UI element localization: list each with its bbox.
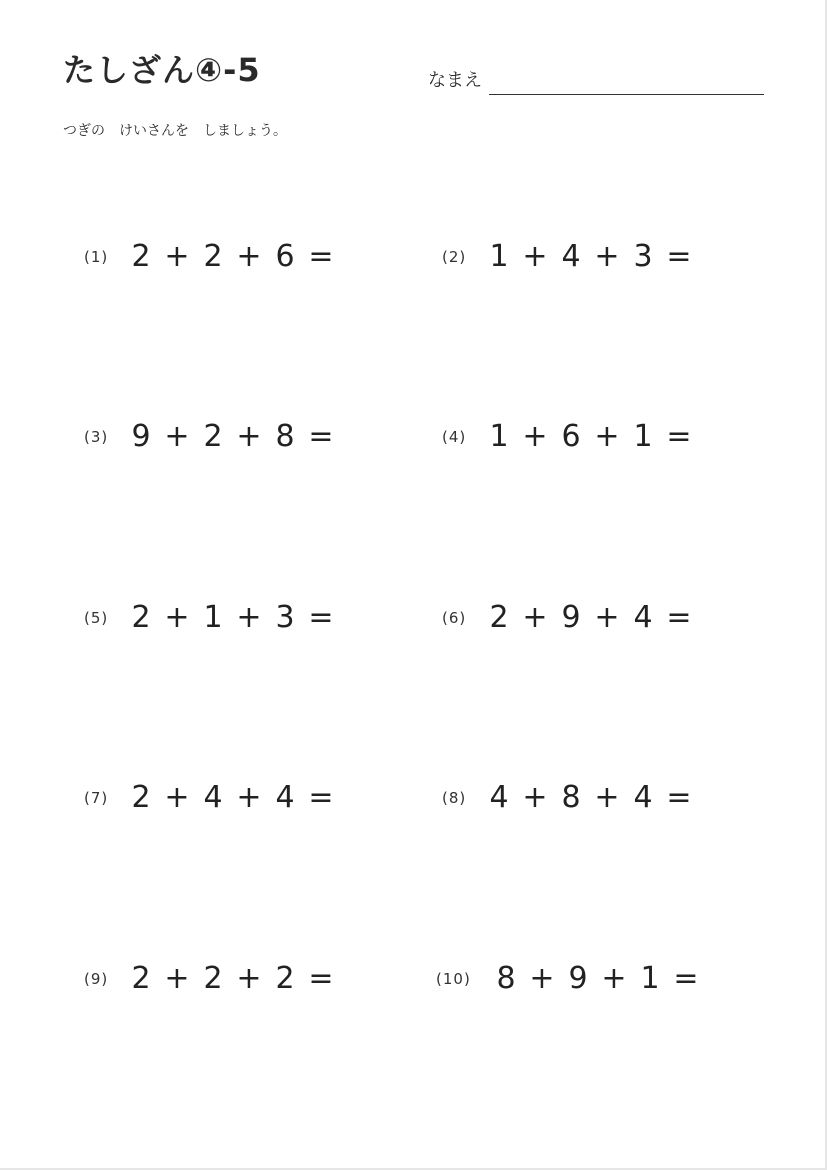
plus-sign: + [164, 419, 190, 454]
problem-2 [442, 237, 762, 277]
operand-a: 2 [489, 600, 509, 635]
plus-sign: + [236, 780, 262, 815]
problem-number: (5) [84, 609, 109, 627]
plus-sign: + [164, 780, 190, 815]
operand-c: 4 [633, 600, 653, 635]
operand-a: 9 [131, 419, 151, 454]
problem-9 [84, 959, 404, 999]
plus-sign: + [236, 600, 262, 635]
operand-c: 6 [275, 239, 295, 274]
plus-sign: + [529, 961, 555, 996]
plus-sign: + [594, 600, 620, 635]
operand-c: 8 [275, 419, 295, 454]
plus-sign: + [236, 419, 262, 454]
operand-c: 1 [640, 961, 660, 996]
problem-5 [84, 598, 404, 638]
plus-sign: + [522, 239, 548, 274]
worksheet-title: たしざん④-5 [63, 51, 261, 89]
instructions-text: つぎの けいさんを しましょう。 [63, 123, 287, 139]
problem-8 [442, 778, 762, 818]
plus-sign: + [164, 239, 190, 274]
plus-sign: + [594, 780, 620, 815]
name-write-line[interactable] [489, 94, 764, 95]
plus-sign: + [522, 419, 548, 454]
plus-sign: + [601, 961, 627, 996]
operand-b: 1 [203, 600, 223, 635]
problem-number: (6) [442, 609, 467, 627]
equals-sign: = [666, 780, 692, 815]
operand-c: 4 [275, 780, 295, 815]
operand-c: 3 [275, 600, 295, 635]
operand-b: 9 [561, 600, 581, 635]
operand-b: 2 [203, 961, 223, 996]
operand-b: 4 [203, 780, 223, 815]
equals-sign: = [673, 961, 699, 996]
problem-number: (7) [84, 789, 109, 807]
problem-4 [442, 417, 762, 457]
problem-3 [84, 417, 404, 457]
operand-a: 2 [131, 239, 151, 274]
operand-a: 2 [131, 780, 151, 815]
equals-sign: = [308, 961, 334, 996]
problem-number: (1) [84, 248, 109, 266]
equals-sign: = [666, 600, 692, 635]
operand-b: 2 [203, 239, 223, 274]
equals-sign: = [308, 419, 334, 454]
equals-sign: = [308, 239, 334, 274]
operand-b: 9 [568, 961, 588, 996]
problem-1 [84, 237, 404, 277]
problem-10 [436, 959, 756, 999]
operand-b: 4 [561, 239, 581, 274]
plus-sign: + [164, 600, 190, 635]
plus-sign: + [236, 961, 262, 996]
plus-sign: + [236, 239, 262, 274]
name-label: なまえ [428, 70, 482, 91]
problem-7 [84, 778, 404, 818]
operand-c: 4 [633, 780, 653, 815]
plus-sign: + [522, 600, 548, 635]
plus-sign: + [594, 239, 620, 274]
equals-sign: = [308, 780, 334, 815]
plus-sign: + [164, 961, 190, 996]
plus-sign: + [594, 419, 620, 454]
equals-sign: = [666, 419, 692, 454]
problem-number: (4) [442, 428, 467, 446]
operand-c: 1 [633, 419, 653, 454]
problem-number: (3) [84, 428, 109, 446]
plus-sign: + [522, 780, 548, 815]
operand-a: 2 [131, 600, 151, 635]
operand-b: 2 [203, 419, 223, 454]
operand-b: 6 [561, 419, 581, 454]
problem-number: (9) [84, 970, 109, 988]
operand-a: 4 [489, 780, 509, 815]
operand-c: 2 [275, 961, 295, 996]
operand-a: 1 [489, 239, 509, 274]
operand-c: 3 [633, 239, 653, 274]
operand-a: 8 [496, 961, 516, 996]
operand-a: 1 [489, 419, 509, 454]
problem-6 [442, 598, 762, 638]
equals-sign: = [666, 239, 692, 274]
operand-a: 2 [131, 961, 151, 996]
problem-number: (2) [442, 248, 467, 266]
operand-b: 8 [561, 780, 581, 815]
problem-number: (8) [442, 789, 467, 807]
equals-sign: = [308, 600, 334, 635]
problem-number: (10) [436, 970, 471, 988]
